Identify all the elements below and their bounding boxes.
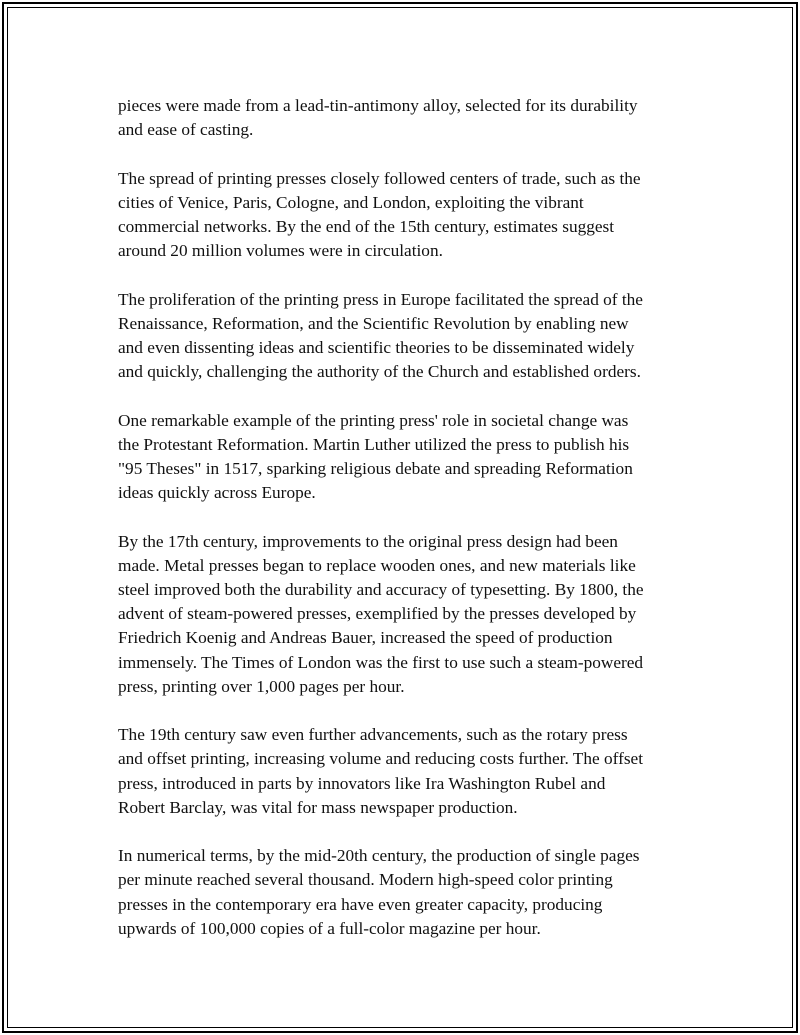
paragraph-proliferation: [118, 288, 688, 385]
paragraph-trade-centers: [118, 167, 688, 264]
text-line: presses in the contemporary era have even greater capacity, producing: [118, 894, 603, 914]
text-line: upwards of 100,000 copies of a full-color magazine per hour.: [118, 918, 541, 938]
paragraph-alloy: [118, 94, 688, 142]
text-line: Friedrich Koenig and Andreas Bauer, increased the speed of production: [118, 628, 613, 648]
text-line: "95 Theses" in 1517, sparking religious debate and spreading Reformation: [118, 459, 633, 478]
text-line: The 19th century saw even further advancements, such as the rotary press: [118, 725, 628, 745]
paragraph-17th-century: [118, 530, 688, 699]
text-line: advent of steam-powered presses, exemplified by the presses developed by: [118, 604, 637, 624]
text-line: The spread of printing presses closely followed centers of trade, such as the: [118, 168, 641, 188]
text-line: pieces were made from a lead-tin-antimony alloy, selected for its durability: [118, 96, 638, 115]
paragraph-reformation: [118, 409, 688, 506]
text-line: commercial networks. By the end of the 15th century, estimates suggest: [118, 217, 615, 236]
text-line: and quickly, challenging the authority of the Church and established orders.: [118, 362, 641, 382]
paragraph-19th-century: [118, 723, 688, 820]
text-line: press, introduced in parts by innovators like Ira Washington Rubel and: [118, 773, 606, 793]
text-line: cities of Venice, Paris, Cologne, and London, exploiting the vibrant: [118, 192, 584, 212]
text-line: the Protestant Reformation. Martin Luther utilized the press to publish his: [118, 434, 630, 454]
text-line: Renaissance, Reformation, and the Scientific Revolution by enabling new: [118, 313, 629, 333]
text-line: ideas quickly across Europe.: [118, 483, 316, 503]
text-line: The proliferation of the printing press in Europe facilitated the spread of the: [118, 289, 643, 309]
text-line: press, printing over 1,000 pages per hour.: [118, 676, 405, 696]
text-line: made. Metal presses began to replace wooden ones, and new materials like: [118, 555, 636, 575]
text-line: One remarkable example of the printing press' role in societal change was: [118, 410, 629, 430]
text-line: In numerical terms, by the mid-20th century, the production of single pages: [118, 846, 640, 866]
text-line: per minute reached several thousand. Modern high-speed color printing: [118, 870, 613, 890]
text-line: By the 17th century, improvements to the original press design had been: [118, 531, 618, 551]
document-body: [118, 94, 688, 965]
text-line: and ease of casting.: [118, 120, 254, 140]
text-line: steel improved both the durability and accuracy of typesetting. By 1800, the: [118, 580, 644, 599]
text-line: immensely. The Times of London was the first to use such a steam-powered: [118, 652, 644, 672]
text-line: around 20 million volumes were in circulation.: [118, 241, 443, 261]
text-line: and offset printing, increasing volume and reducing costs further. The offset: [118, 749, 644, 769]
paragraph-20th-century: [118, 844, 688, 941]
text-line: Robert Barclay, was vital for mass newspaper production.: [118, 797, 518, 817]
text-line: and even dissenting ideas and scientific theories to be disseminated widely: [118, 338, 635, 357]
